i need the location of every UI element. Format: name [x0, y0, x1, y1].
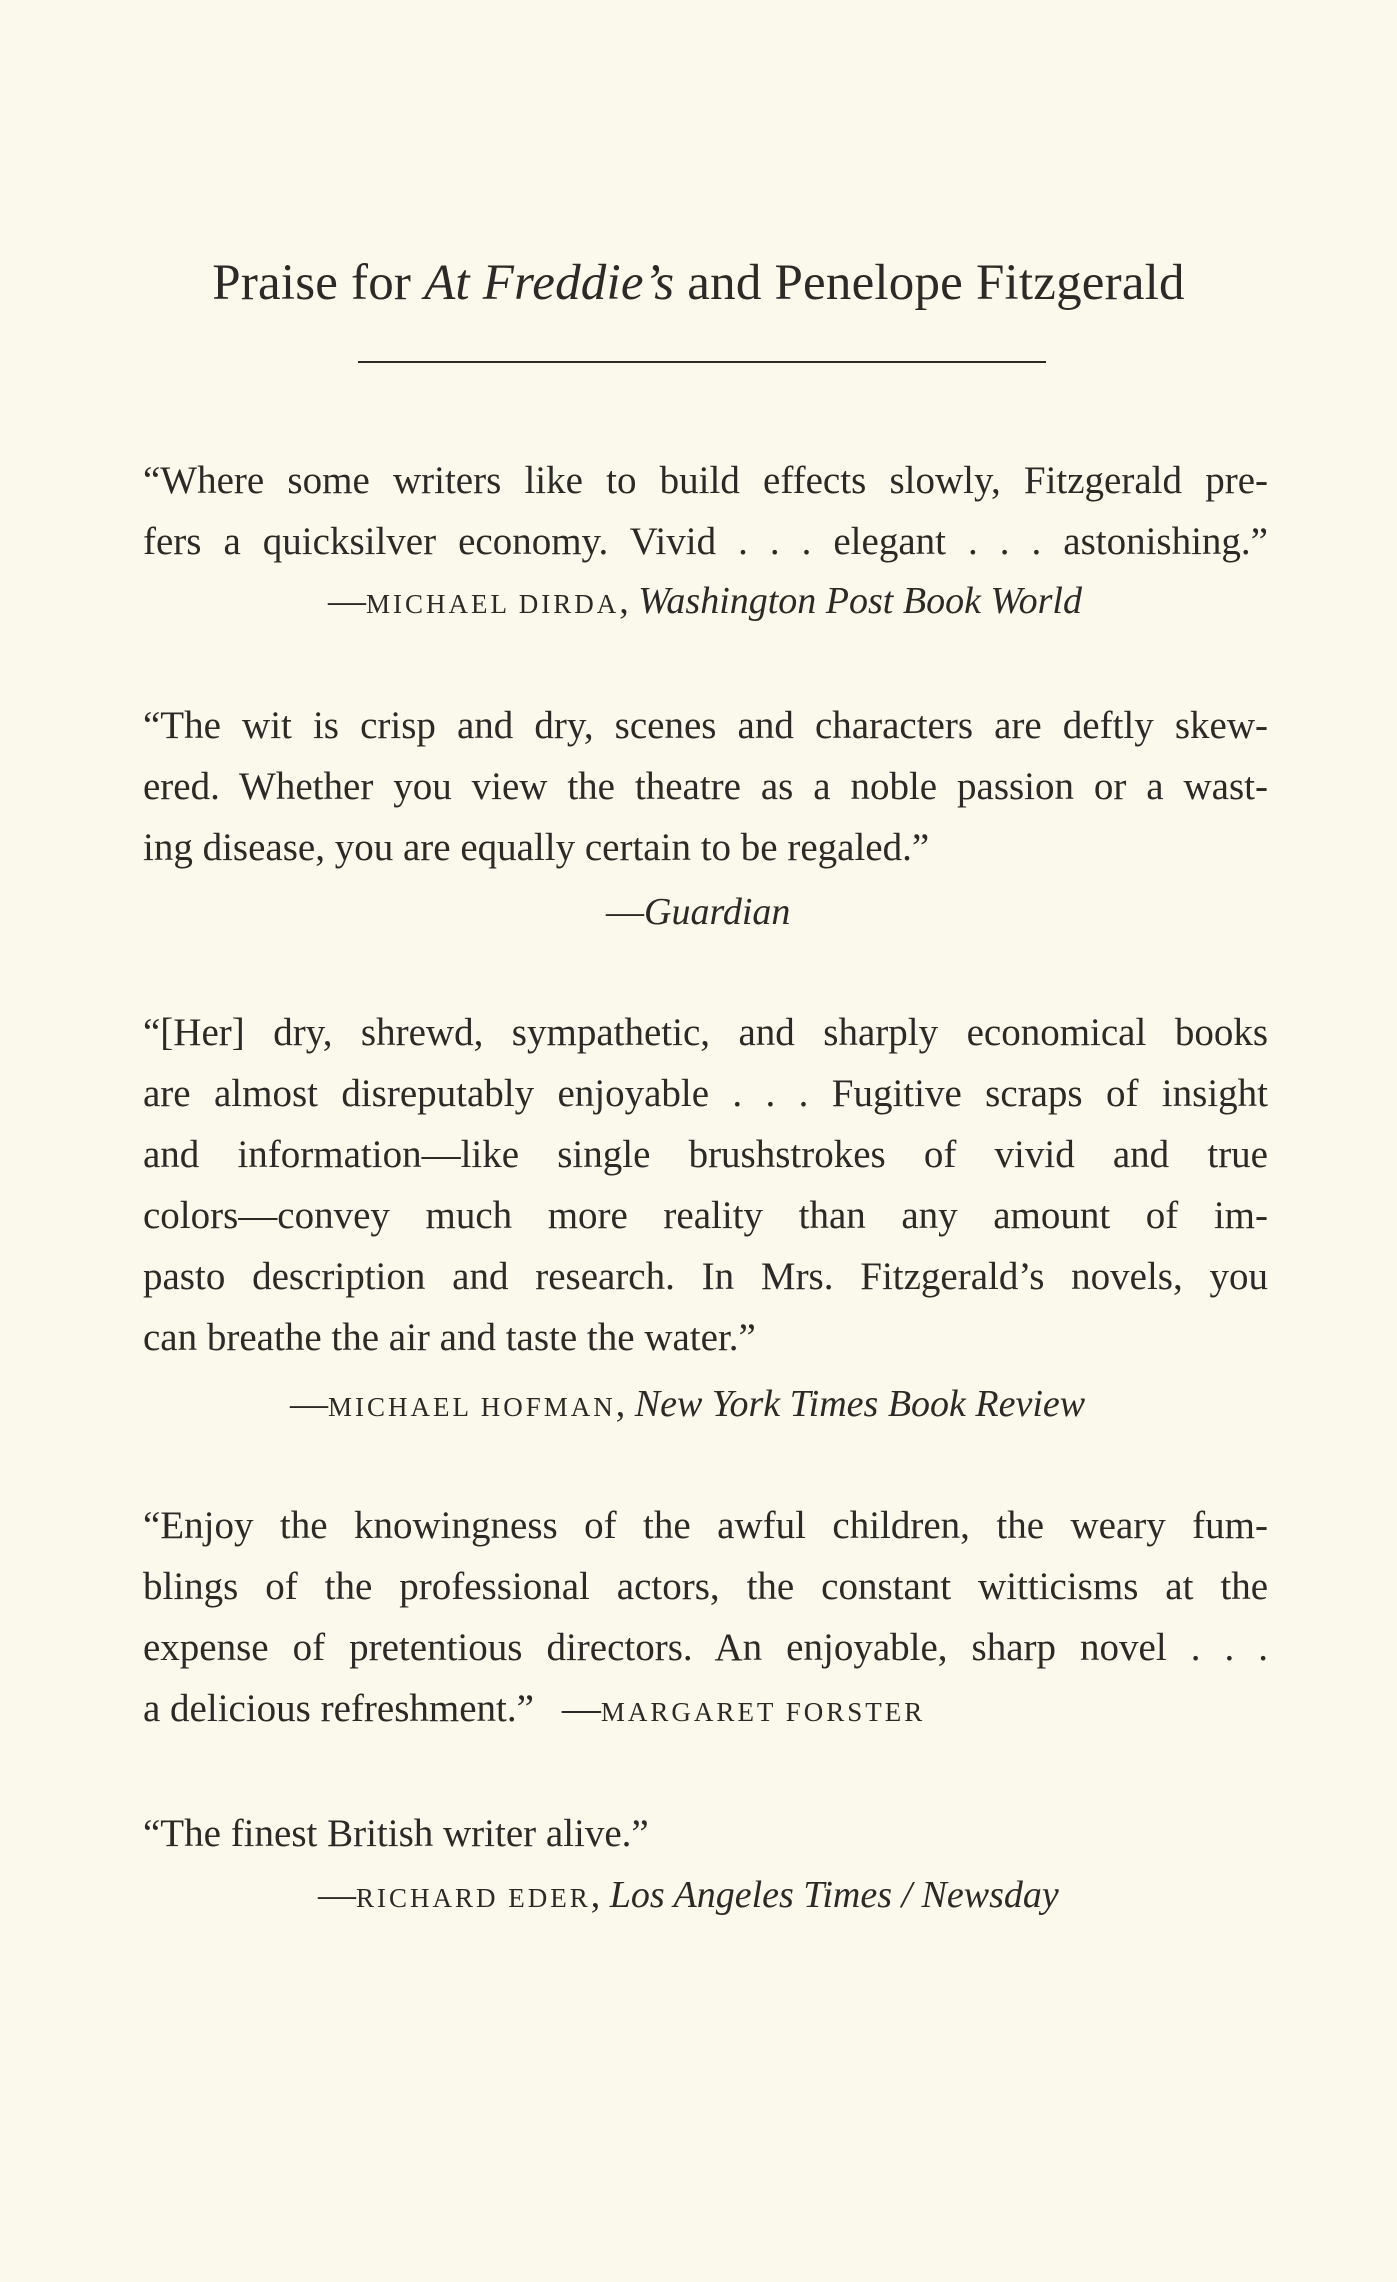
attribution-source: Guardian — [644, 891, 791, 933]
em-dash: — — [561, 1687, 601, 1730]
quote-line: blings of the professional actors, the constant witticisms at the — [143, 1565, 1268, 1608]
quote-line: ered. Whether you view the theatre as a noble passion or a wast- — [143, 765, 1268, 808]
quote-dirda — [143, 450, 1268, 572]
quote-line: are almost disreputably enjoyable . . . Fugitive scraps of insight — [143, 1072, 1268, 1115]
quote-line: expense of pretentious directors. An enjoyable, sharp novel . . . — [143, 1626, 1268, 1669]
quote-line — [143, 1678, 1268, 1743]
attribution-author: MARGARET FORSTER — [600, 1697, 926, 1727]
attribution-author: MICHAEL DIRDA — [366, 589, 620, 619]
attribution-source: Los Angeles Times / Newsday — [609, 1874, 1059, 1916]
em-dash: — — [328, 580, 366, 622]
attribution-separator: , — [615, 1383, 635, 1425]
em-dash: — — [318, 1874, 356, 1916]
title-prefix: Praise for — [212, 255, 425, 311]
em-dash: — — [606, 891, 644, 933]
quote-line: and information—like single brushstrokes of vivid and true — [143, 1133, 1268, 1176]
attribution-hofman — [290, 1385, 1085, 1423]
attribution-author: MICHAEL HOFMAN — [328, 1392, 616, 1422]
page-title — [0, 255, 1397, 311]
quote-line: ing disease, you are equally certain to be regaled.” — [143, 826, 930, 869]
attribution-source: Washington Post Book World — [638, 580, 1082, 622]
quote-line-text: a delicious refreshment.” — [143, 1687, 534, 1730]
title-suffix: and Penelope Fitzgerald — [674, 255, 1185, 311]
quote-forster — [143, 1495, 1268, 1743]
book-title: At Freddie’s — [424, 255, 675, 311]
quote-line: pasto description and research. In Mrs. Fitzgerald’s novels, you — [143, 1255, 1268, 1298]
title-underline — [358, 361, 1046, 363]
quote-line: colors—convey much more reality than any amount of im- — [143, 1194, 1268, 1237]
attribution-separator: , — [619, 580, 639, 622]
quote-line: fers a quicksilver economy. Vivid . . . elegant . . . astonishing.” — [143, 520, 1268, 563]
quote-line: “Enjoy the knowingness of the awful children, the weary fum- — [143, 1504, 1268, 1547]
attribution-guardian — [606, 893, 790, 931]
quote-line: “The wit is crisp and dry, scenes and characters are deftly skew- — [143, 704, 1268, 747]
quote-line: “Where some writers like to build effects slowly, Fitzgerald pre- — [143, 459, 1268, 502]
attribution-forster — [562, 1687, 925, 1730]
attribution-dirda — [328, 582, 1082, 620]
attribution-author: RICHARD EDER — [356, 1883, 591, 1913]
em-dash: — — [290, 1383, 328, 1425]
quote-eder — [143, 1803, 1268, 1864]
quote-hofman — [143, 1002, 1268, 1368]
quote-line: can breathe the air and taste the water.” — [143, 1316, 756, 1359]
attribution-separator: , — [590, 1874, 610, 1916]
quote-line: “[Her] dry, shrewd, sympathetic, and sharply economical books — [143, 1011, 1268, 1054]
attribution-eder — [318, 1876, 1059, 1914]
quote-line: “The finest British writer alive.” — [143, 1812, 649, 1855]
quote-guardian — [143, 695, 1268, 878]
attribution-source: New York Times Book Review — [634, 1383, 1086, 1425]
